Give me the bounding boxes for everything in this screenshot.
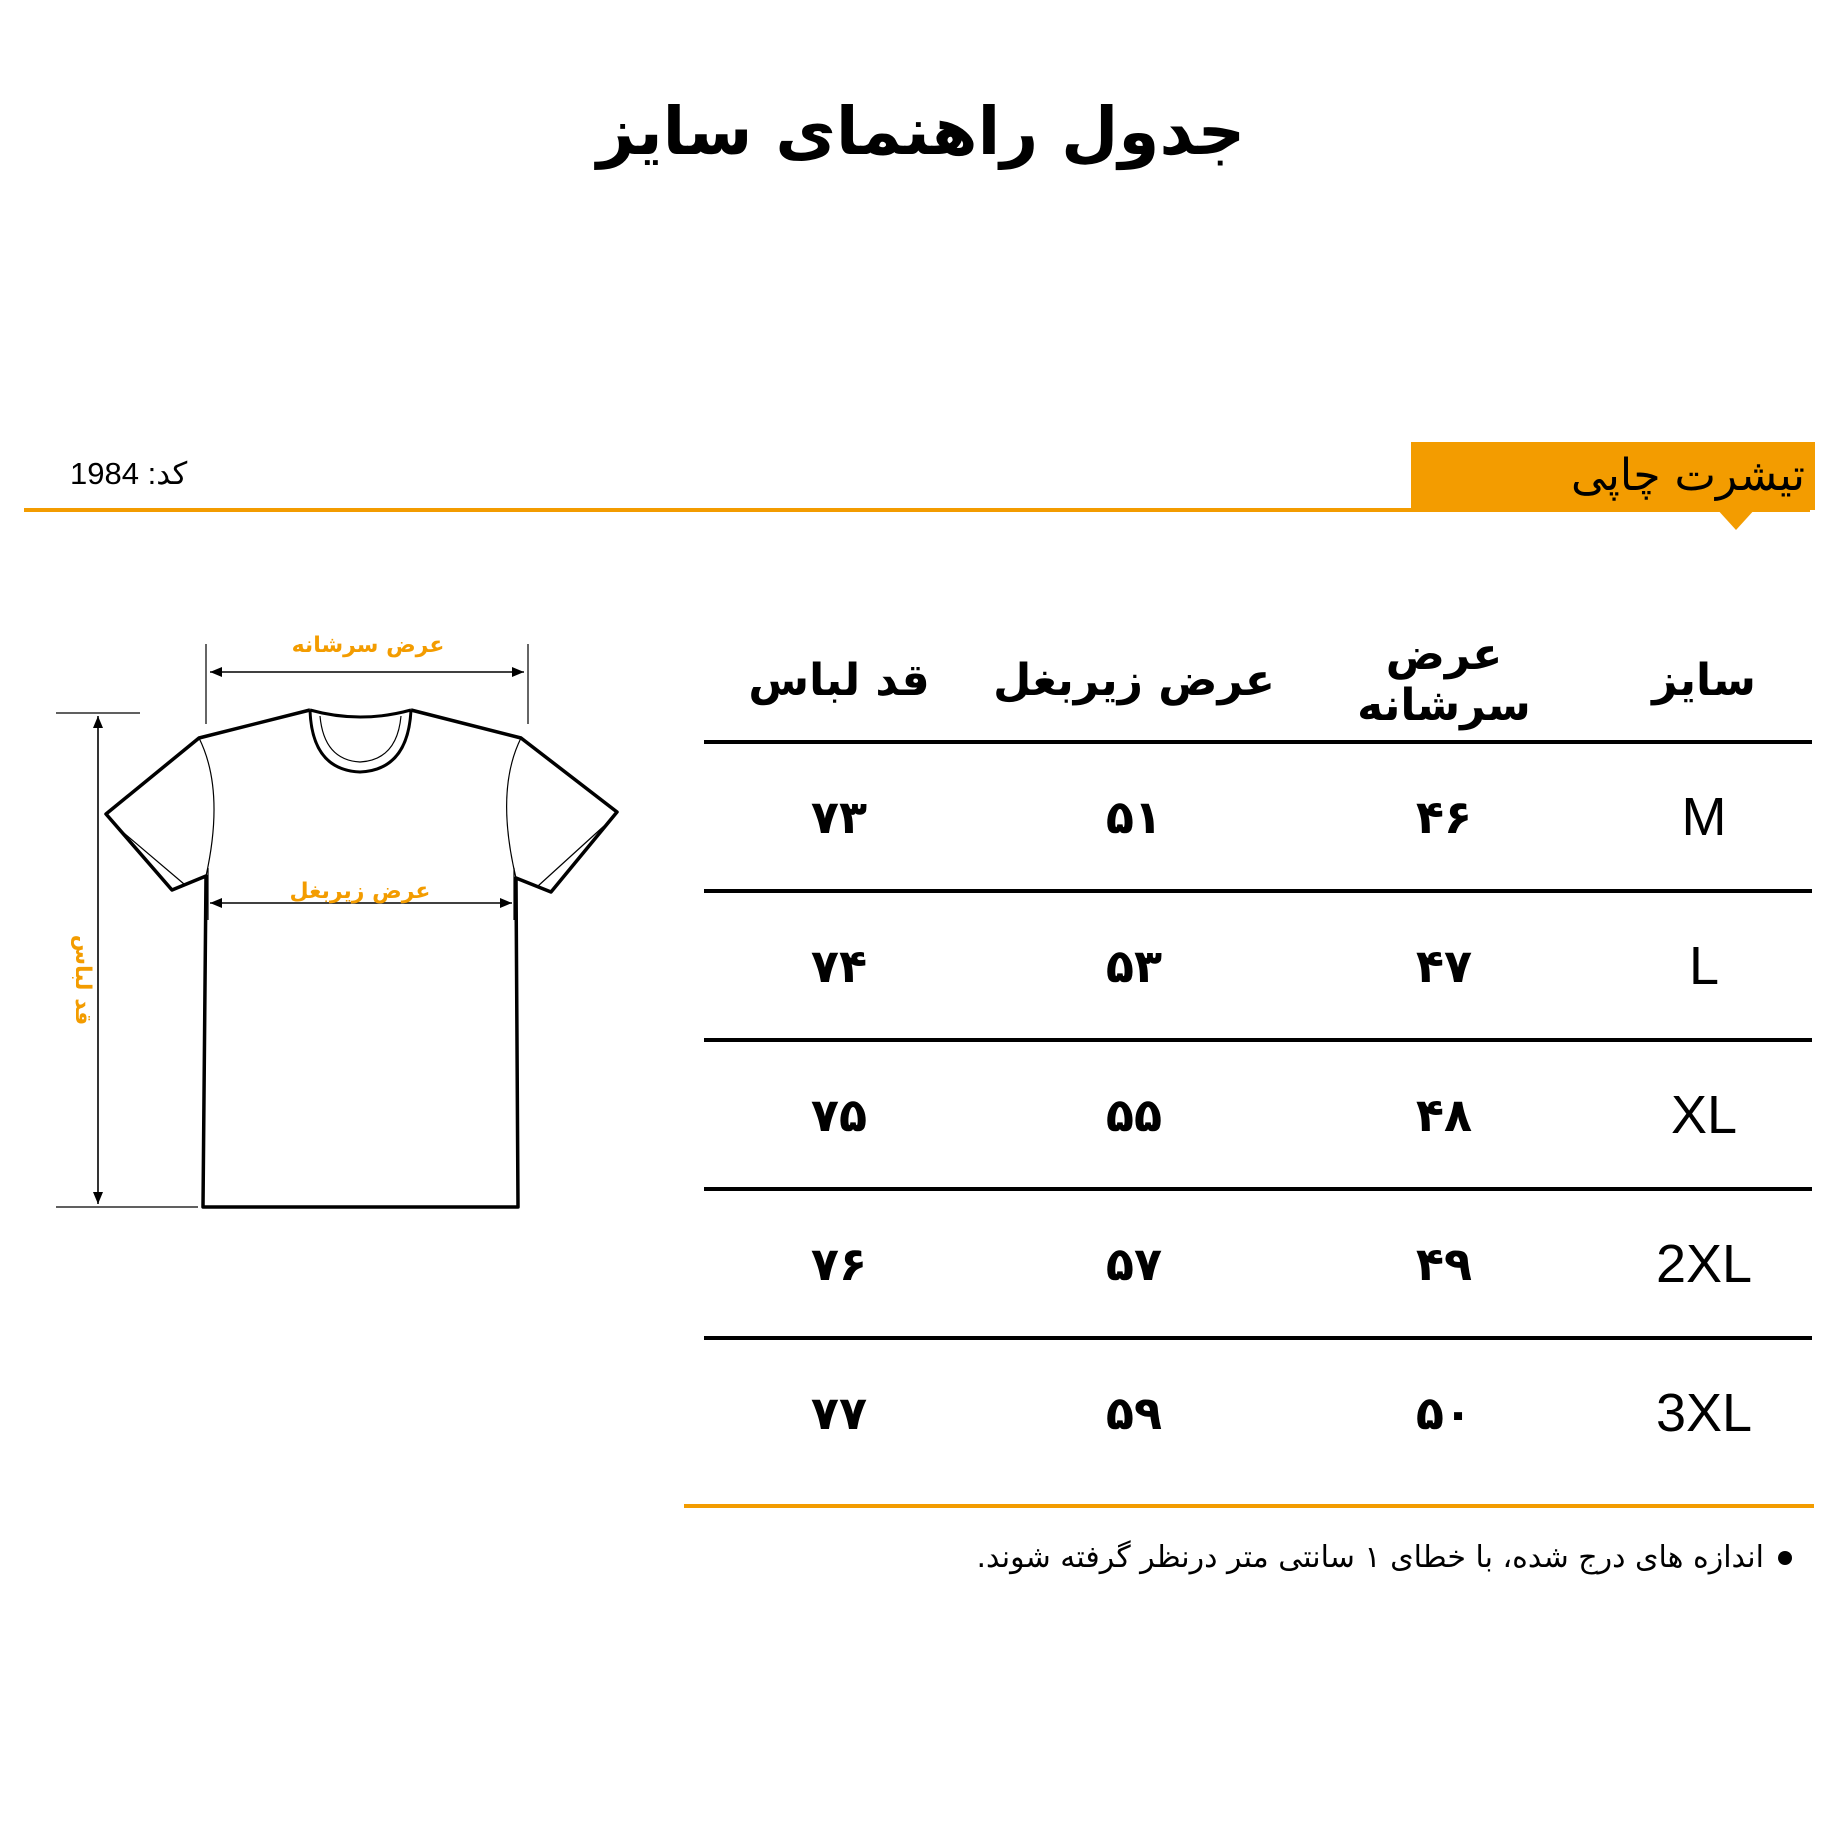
page-title: جدول راهنمای سایز (596, 93, 1246, 170)
armpit-value: ۵۹ (1105, 1385, 1163, 1440)
armpit-value: ۵۱ (1105, 789, 1163, 844)
tshirt-diagram (40, 620, 640, 1220)
shoulder-value: ۵۰ (1415, 1385, 1473, 1440)
collar-back (310, 710, 411, 717)
armpit-arrow-head-left (210, 898, 222, 908)
measurement-note (976, 1540, 1792, 1575)
length-value: ۷۷ (810, 1385, 868, 1440)
header-divider (24, 508, 1810, 512)
size-value: XL (1670, 1084, 1738, 1145)
size-value: 2XL (1655, 1233, 1753, 1294)
length-arrow-head-top (93, 716, 103, 728)
shoulder-arrow-head-right (512, 667, 524, 677)
armpit-arrow-head-right (500, 898, 512, 908)
size-value: M (1681, 786, 1727, 847)
size-value: 3XL (1655, 1382, 1753, 1443)
table-row (704, 893, 1812, 1042)
length-value: ۷۶ (810, 1236, 868, 1291)
footer-divider (684, 1504, 1814, 1508)
right-sleeve-hem (538, 826, 604, 886)
note-text: اندازه های درج شده، با خطای ۱ سانتی متر درنظر گرفته شوند. (976, 1540, 1764, 1575)
shoulder-value: ۴۸ (1415, 1087, 1473, 1142)
table-header (704, 620, 1812, 744)
shoulder-arrow-head-left (210, 667, 222, 677)
length-value: ۷۴ (810, 938, 868, 993)
length-value: ۷۵ (810, 1087, 868, 1142)
table-row (704, 1340, 1812, 1485)
product-code: کد: 1984 (70, 456, 188, 491)
shirt-outline (106, 710, 617, 1207)
bullet-icon (1778, 1551, 1792, 1565)
header-size: سایز (1652, 654, 1756, 706)
header-armpit-width: عرض زیربغل (993, 654, 1275, 706)
collar-front (310, 710, 411, 772)
shoulder-width-label: عرض سرشانه (291, 633, 445, 658)
shoulder-value: ۴۷ (1415, 938, 1473, 993)
size-value: L (1688, 935, 1720, 996)
length-arrow-head-bottom (93, 1192, 103, 1204)
armpit-value: ۵۳ (1105, 938, 1163, 993)
table-row (704, 1042, 1812, 1191)
size-table (704, 620, 1812, 1485)
header-shoulder-width: عرض سرشانه (1357, 629, 1531, 731)
length-value: ۷۳ (810, 789, 868, 844)
armpit-value: ۵۵ (1105, 1087, 1163, 1142)
shoulder-value: ۴۹ (1415, 1236, 1473, 1291)
right-armhole-seam (507, 738, 521, 878)
left-sleeve-hem (118, 828, 184, 884)
left-armhole-seam (199, 738, 214, 876)
header-length: قد لباس (748, 654, 930, 706)
armpit-value: ۵۷ (1105, 1236, 1163, 1291)
length-label: قد لباس (70, 934, 95, 1026)
armpit-width-label: عرض زیربغل (289, 879, 431, 904)
table-row (704, 1191, 1812, 1340)
product-name-tab: تیشرت چاپی (1411, 442, 1815, 510)
collar-inner (320, 716, 401, 762)
table-row (704, 744, 1812, 893)
shoulder-value: ۴۶ (1415, 789, 1473, 844)
